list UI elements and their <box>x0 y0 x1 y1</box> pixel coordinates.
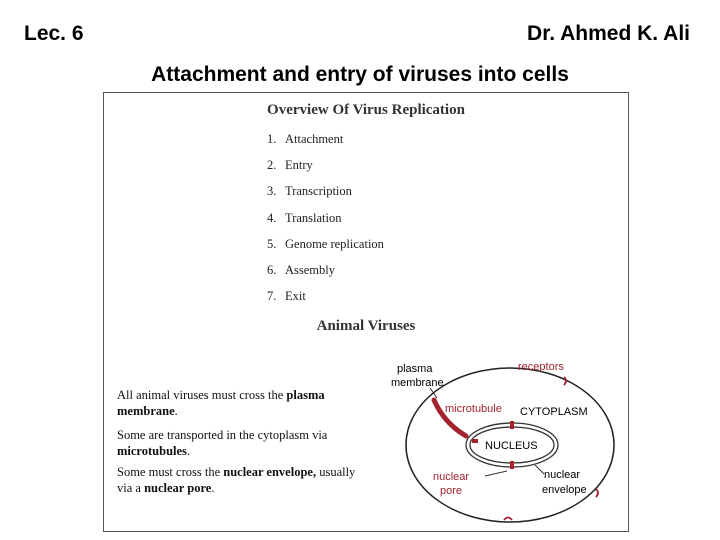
nuclear-envelope-label-line1: nuclear <box>544 469 581 481</box>
list-item: 4. Translation <box>267 210 342 225</box>
nuclear-pore <box>510 461 514 469</box>
receptor-icon <box>596 489 598 497</box>
list-item: 2. Entry <box>267 158 313 173</box>
receptor-icon <box>564 377 566 385</box>
nuclear-envelope-label-line2: envelope <box>542 484 587 496</box>
cell-diagram <box>104 93 630 533</box>
nuclear-pore-label-line2: pore <box>440 485 463 497</box>
list-item: 6. Assembly <box>267 262 335 277</box>
list-item: 3. Transcription <box>267 184 352 199</box>
figure-title: Overview Of Virus Replication <box>267 102 465 118</box>
list-item: 5. Genome replication <box>267 236 384 251</box>
lecture-number: Lec. 6 <box>24 22 84 45</box>
plasma-label: plasma <box>397 363 433 375</box>
nuclear-pore <box>510 421 514 429</box>
textbook-figure <box>103 92 629 532</box>
microtubule-label: microtubule <box>445 403 502 415</box>
membrane-label: membrane <box>391 377 444 389</box>
cytoplasm-label: CYTOPLASM <box>520 406 588 418</box>
slide-title: Attachment and entry of viruses into cells <box>151 63 569 86</box>
list-item: 7. Exit <box>267 289 306 304</box>
nuclear-envelope-paragraph: Some must cross the nuclear envelope, usually via a nuclear pore. <box>117 465 356 495</box>
nuclear-pore-label-line1: nuclear <box>433 471 470 483</box>
microtubules-paragraph: Some are transported in the cytoplasm via microtubules. <box>117 428 328 458</box>
nuclear-pore <box>472 439 478 443</box>
receptor-icon <box>504 518 512 521</box>
receptors-label: receptors <box>518 361 564 373</box>
animal-viruses-heading: Animal Viruses <box>316 318 416 334</box>
author-name: Dr. Ahmed K. Ali <box>527 22 690 45</box>
list-item: 1. Attachment <box>267 132 344 146</box>
nucleus-label: NUCLEUS <box>485 440 538 452</box>
plasma-membrane-paragraph: All animal viruses must cross the plasma membrane. <box>117 388 325 418</box>
